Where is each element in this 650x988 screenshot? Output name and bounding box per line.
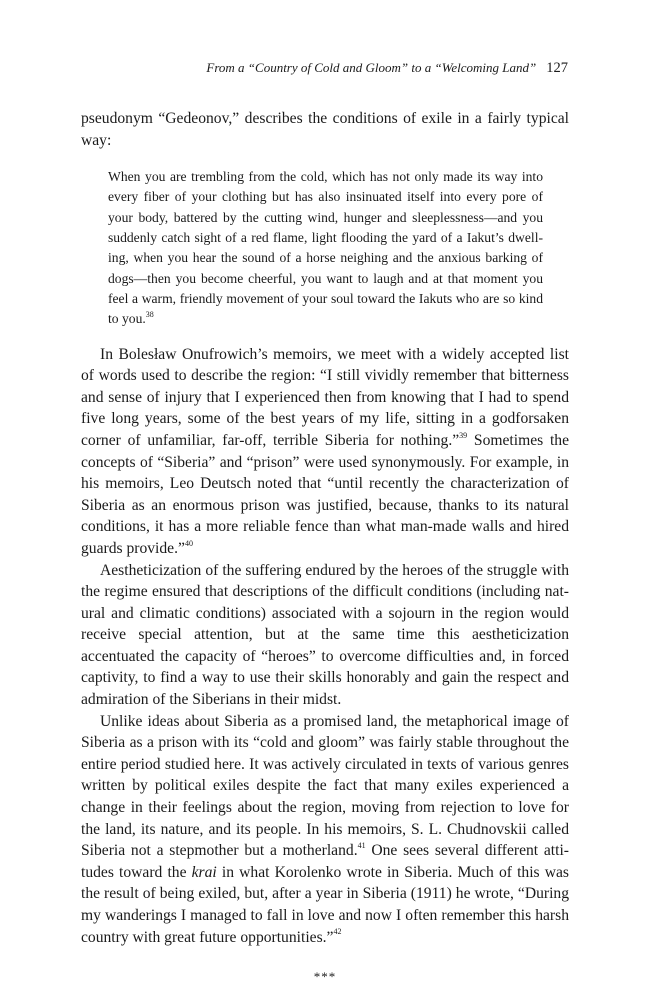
paragraph-onufrowich [81, 344, 569, 560]
paragraph-prison-part2: One sees several different attitudes toward the [81, 842, 569, 881]
paragraph-onufrowich-part2: Sometimes the concepts of “Siberia” and “prison” were used synonymously. For example, in his memoirs, Leo Deutsch noted that “until recently the characterization of Siberia as an enormous prison was justified, because, thanks to its natural conditions, it has a more reliable fence than what man-made walls and hired guards provide.” [81, 431, 570, 557]
italic-term-krai: krai [191, 863, 217, 881]
paragraph-onufrowich-part1: In Bolesław Onufrowich’s memoirs, we meet with a widely accepted list of words used to describe the region: “I still vividly remember that bitterness and sense of injury that I experienced then from knowing that I had to spend five long years, some of the best years of my life, sitting in a godforsaken corner of unfamiliar, far-off, terrible Siberia for nothing.” [81, 345, 569, 449]
footnote-ref-38[interactable]: 38 [145, 309, 154, 319]
body-text [81, 108, 569, 988]
page-number: 127 [546, 60, 568, 76]
running-head [206, 60, 568, 77]
running-head-title: From a “Country of Cold and Gloom” to a “Welcoming Land” [206, 60, 537, 75]
footnote-ref-41[interactable]: 41 [357, 841, 366, 851]
footnote-ref-39[interactable]: 39 [459, 430, 468, 440]
paragraph-prison-metaphor [81, 711, 569, 949]
section-break: *** [313, 969, 337, 985]
paragraph-prison-part1: Unlike ideas about Siberia as a promised land, the metaphorical image of Siberia as a prison with its “cold and gloom” was fairly stable throughout the entire period studied here. It was actively circulated in texts of various genres written by political exiles despite the fact that many exiles experienced a change in their feelings about the region, moving from rejection to love for the land, its nature, and its people. In his memoirs, S. L. Chudnovskii called Siberia not a stepmother but a motherland. [81, 712, 569, 860]
opening-paragraph: pseudonym “Gedeonov,” describes the conditions of exile in a fairly typical way: [81, 110, 569, 149]
block-quote-text: When you are trembling from the cold, which has not only made its way into every fiber of your clothing but has also insinuated itself into every pore of your body, battered by the cutting wind, hunger and sleeplessness—and you suddenly catch sight of a red flame, light flooding the yard of a Iakut’s dwelling, when you hear the sound of a horse neighing and the anxious barking of dogs—then you become cheerful, you want to laugh and at that moment you feel a warm, friendly movement of your soul toward the Iakuts who are so kind to you. [108, 169, 543, 327]
paragraph-prison-part3: in what Korolenko wrote in Siberia. Much of this was the result of being exiled, but, after a year in Siberia (1911) he wrote, “During my wanderings I managed to fall in love and now I often remember this harsh country with great future opportunities.” [81, 863, 569, 946]
paragraph-aestheticization: Aestheticization of the suffering endured by the heroes of the struggle with the regime ensured that descriptions of the difficult conditions (including natural and climatic conditions) associated with a sojourn in the region would receive special attention, but at the same time this aestheticization accentuated the capacity of “heroes” to overcome difficulties and, in forced captivity, to find a way to use their skills honorably and gain the respect and admiration of the Siberians in their midst. [81, 561, 569, 709]
footnote-ref-40[interactable]: 40 [184, 538, 193, 548]
block-quote [108, 167, 543, 329]
footnote-ref-42[interactable]: 42 [333, 927, 342, 937]
